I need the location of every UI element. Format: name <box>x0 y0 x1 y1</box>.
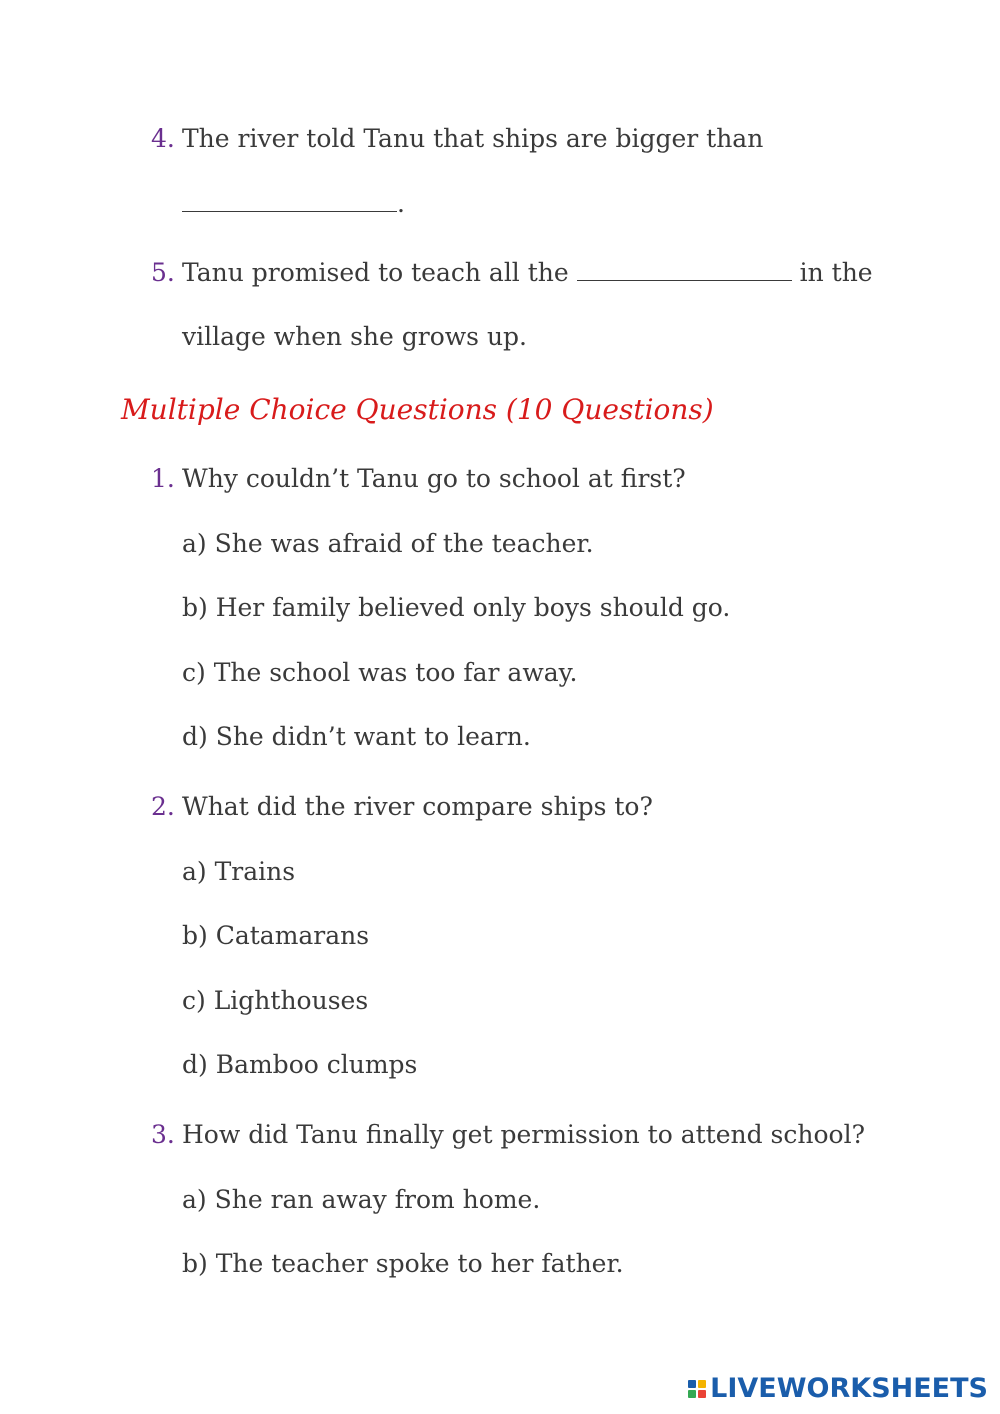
logo-text: LIVEWORKSHEETS <box>710 1373 988 1404</box>
option-b[interactable]: b) Her family believed only boys should go. <box>182 593 731 622</box>
option-c[interactable]: c) Lighthouses <box>182 986 369 1015</box>
option-a[interactable]: a) She was afraid of the teacher. <box>182 529 594 558</box>
option-c[interactable]: c) The school was too far away. <box>182 658 578 687</box>
question-number: 5. <box>151 258 175 287</box>
question-number: 4. <box>151 124 175 153</box>
question-continuation: village when she grows up. <box>182 322 528 351</box>
option-b[interactable]: b) The teacher spoke to her father. <box>182 1249 624 1278</box>
liveworksheets-logo-icon <box>688 1380 706 1398</box>
option-d[interactable]: d) She didn’t want to learn. <box>182 722 531 751</box>
liveworksheets-logo <box>688 1373 988 1404</box>
option-a[interactable]: a) She ran away from home. <box>182 1185 541 1214</box>
answer-line <box>182 188 405 220</box>
answer-blank[interactable] <box>182 191 397 212</box>
question-number: 1. <box>151 464 175 493</box>
section-heading: Multiple Choice Questions (10 Questions) <box>121 393 714 426</box>
option-a[interactable]: a) Trains <box>182 857 296 886</box>
question-text: How did Tanu finally get permission to attend school? <box>182 1120 865 1149</box>
question-text: Why couldn’t Tanu go to school at first? <box>182 464 686 493</box>
question-text <box>182 257 873 289</box>
question-text-after: in the <box>799 258 873 287</box>
question-text-before: Tanu promised to teach all the <box>182 258 569 287</box>
answer-blank[interactable] <box>577 260 792 281</box>
question-text: The river told Tanu that ships are bigger than <box>182 124 764 153</box>
blank-suffix: . <box>397 189 405 218</box>
option-d[interactable]: d) Bamboo clumps <box>182 1050 418 1079</box>
question-number: 3. <box>151 1120 175 1149</box>
question-number: 2. <box>151 792 175 821</box>
option-b[interactable]: b) Catamarans <box>182 921 370 950</box>
question-text: What did the river compare ships to? <box>182 792 653 821</box>
